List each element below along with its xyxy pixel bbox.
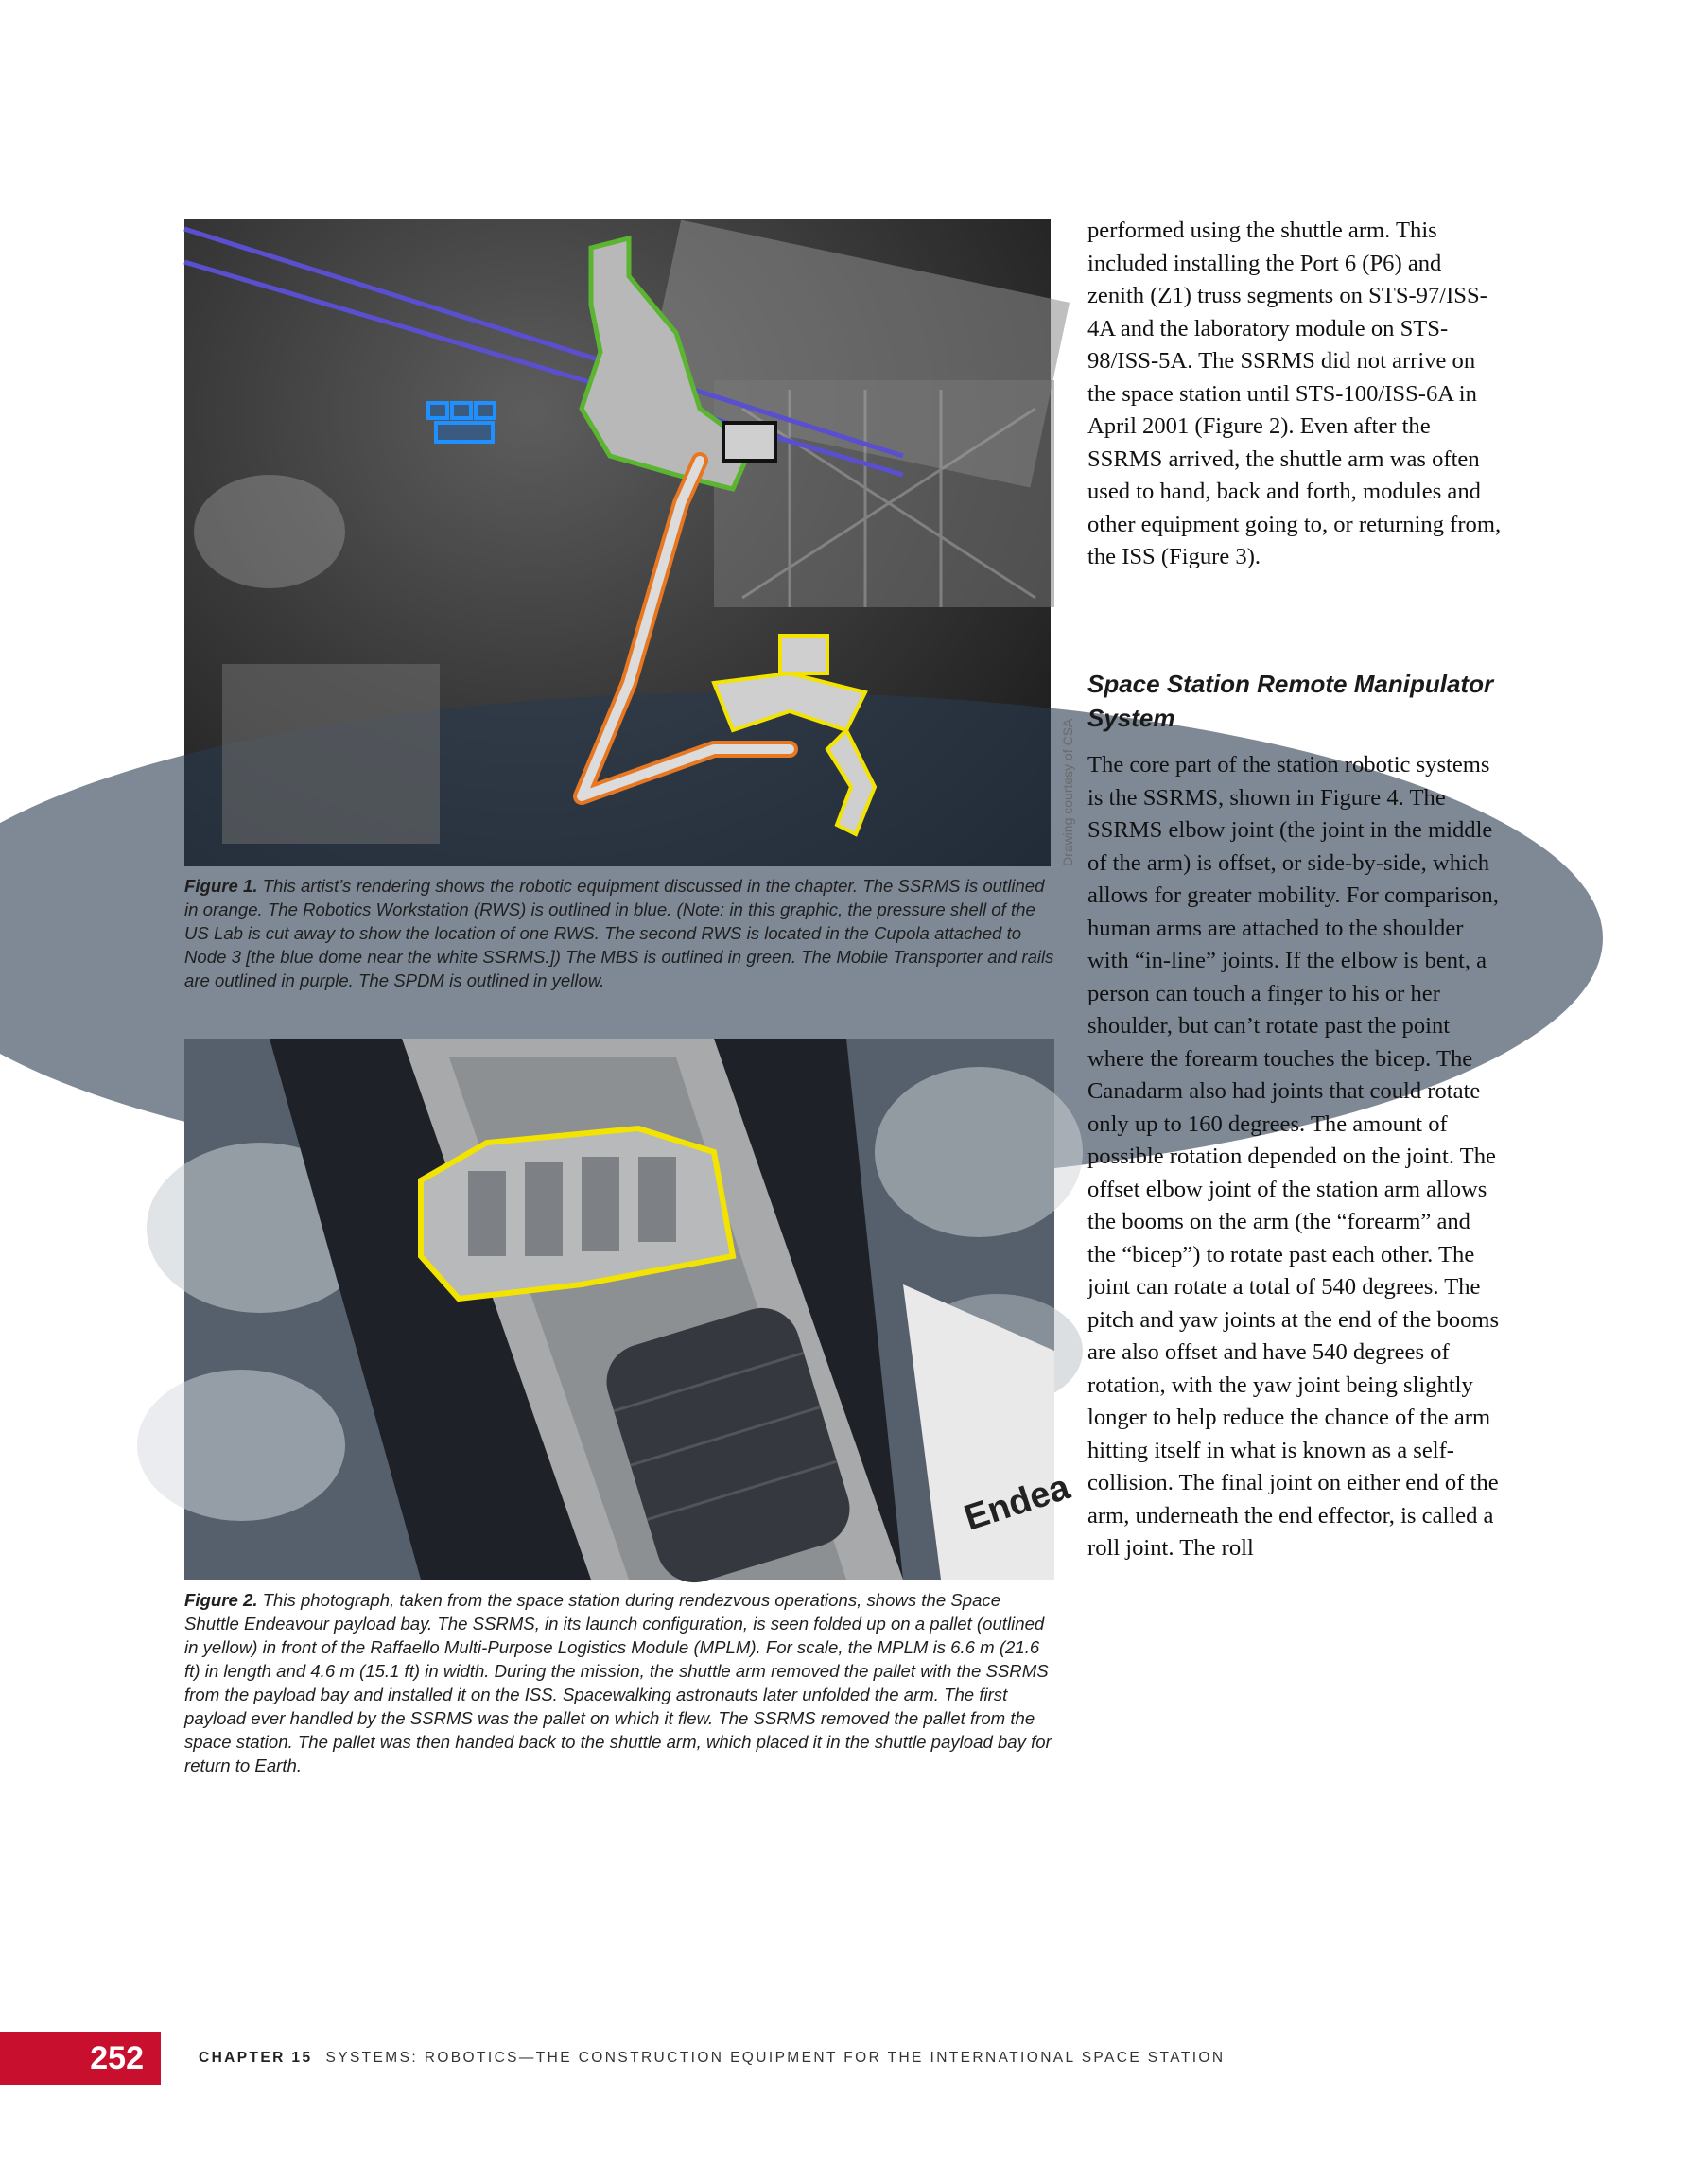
figure-1-caption	[184, 874, 1054, 992]
body-column-bottom	[1087, 749, 1504, 1565]
figure-1-credit: Drawing courtesy of CSA	[1060, 718, 1075, 866]
robotic-equipment-rendering	[184, 219, 1051, 866]
footer-chapter: CHAPTER 15	[199, 2050, 313, 2066]
section-heading: Space Station Remote Manipulator System	[1087, 670, 1494, 732]
shuttle-name-lettering: Endea	[959, 1467, 1075, 1539]
endeavour-payload-bay-photo	[184, 1039, 1075, 1580]
page-number: 252	[0, 2032, 161, 2085]
body-column-top	[1087, 215, 1504, 574]
body-paragraph-1: performed using the shuttle arm. This included installing the Port 6 (P6) and zenith (Z1) truss segments on STS-97/ISS-4A and the laboratory module on STS-98/ISS-5A. The SSRMS did not arrive on the space station until STS-100/ISS-6A in April 2001 (Figure 2). Even after the SSRMS arrived, the shuttle arm was often used to hand, back and forth, modules and other equipment going to, or returning from, the ISS (Figure 3).	[1087, 218, 1502, 569]
footer-title: SYSTEMS: ROBOTICS—THE CONSTRUCTION EQUIPMENT FOR THE INTERNATIONAL SPACE STATION	[325, 2050, 1226, 2066]
figure-1-image	[184, 219, 1051, 866]
figure-2-image	[184, 1039, 1075, 1580]
figure-2-caption-label: Figure 2.	[184, 1590, 258, 1610]
rws-outline	[428, 403, 495, 442]
figure-1-caption-text: This artist’s rendering shows the robotic equipment discussed in the chapter. The SSRMS is outlined in orange. The Robotics Workstation (RWS) is outlined in blue. (Note: in this graphic, the pressure shell of the US Lab is cut away to show the location of one RWS. The second RWS is located in the Cupola attached to Node 3 [the blue dome near the white SSRMS.]) The MBS is outlined in green. The Mobile Transporter and rails are outlined in purple. The SPDM is outlined in yellow.	[184, 876, 1054, 990]
figure-2-caption-text: This photograph, taken from the space station during rendezvous operations, shows the Space Shuttle Endeavour payload bay. The SSRMS, in its launch configuration, is seen folded up on a pallet (outlined in yellow) in front of the Raffaello Multi-Purpose Logistics Module (MPLM). For scale, the MPLM is 6.6 m (21.6 ft) in length and 4.6 m (15.1 ft) in width. During the mission, the shuttle arm removed the pallet with the SSRMS from the payload bay and installed it on the ISS. Spacewalking astronauts later unfolded the arm. The first payload ever handled by the SSRMS was the pallet on which it flew. The SSRMS removed the pallet from the space station. The pallet was then handed back to the shuttle arm, which placed it in the shuttle payload bay for return to Earth.	[184, 1590, 1052, 1775]
figure-2-caption	[184, 1588, 1054, 1777]
figure-1-caption-label: Figure 1.	[184, 876, 258, 896]
body-paragraph-2: The core part of the station robotic systems is the SSRMS, shown in Figure 4. The SSRMS elbow joint (the joint in the middle of the arm) is offset, or side-by-side, which allows for greater mobility. For comparison, human arms are attached to the shoulder with “in-line” joints. If the elbow is bent, a person can touch a finger to his or her shoulder, but can’t rotate past the point where the forearm touches the bicep. The Canadarm also had joints that could rotate only up to 160 degrees. The amount of possible rotation depended on the joint. The offset elbow joint of the station arm allows the booms on the arm (the “forearm” and the “bicep”) to rotate past each other. The joint can rotate a total of 540 degrees. The pitch and yaw joints at the end of the booms are also offset and have 540 degrees of rotation, with the yaw joint being slightly longer to help reduce the chance of the arm hitting itself in what is known as a self-collision. The final joint on either end of the arm, underneath the end effector, is called a roll joint. The roll	[1087, 752, 1500, 1561]
running-footer	[199, 2046, 1522, 2070]
